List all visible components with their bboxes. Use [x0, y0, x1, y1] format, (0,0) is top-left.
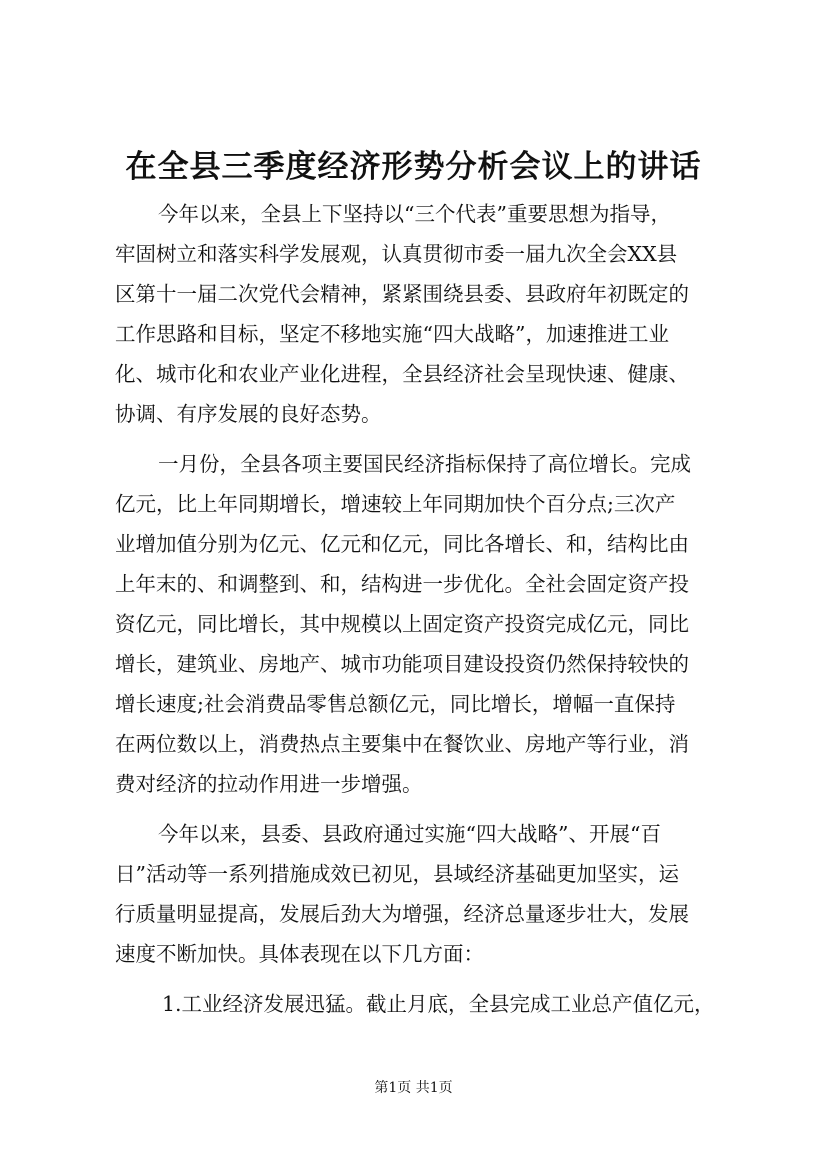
- paragraph-1-line-6: 协调、有序发展的良好态势。: [115, 402, 382, 426]
- paragraph-1-line-1: 今年以来，全县上下坚持以“三个代表”重要思想为指导，: [158, 202, 671, 226]
- paragraph-4-line-1: 1.工业经济发展迅猛。截止月底，全县完成工业总产值亿元，: [162, 992, 715, 1016]
- paragraph-3-line-3: 行质量明显提高，发展后劲大为增强，经济总量逐步壮大，发展: [115, 902, 689, 926]
- paragraph-2-line-5: 资亿元，同比增长，其中规模以上固定资产投资完成亿元，同比: [115, 612, 689, 636]
- paragraph-2-line-7: 增长速度;社会消费品零售总额亿元，同比增长，增幅一直保持: [115, 692, 676, 716]
- paragraph-3-line-2: 日”活动等一系列措施成效已初见，县域经济基础更加坚实，运: [115, 862, 679, 886]
- paragraph-2-line-4: 上年末的、和调整到、和，结构进一步优化。全社会固定资产投: [115, 572, 689, 596]
- paragraph-2-line-2: 亿元，比上年同期增长，增速较上年同期加快个百分点;三次产: [115, 492, 676, 516]
- paragraph-2-line-3: 业增加值分别为亿元、亿元和亿元，同比各增长、和，结构比由: [115, 532, 689, 556]
- paragraph-2-line-9: 费对经济的拉动作用进一步增强。: [115, 772, 423, 796]
- paragraph-2-line-6: 增长，建筑业、房地产、城市功能项目建设投资仍然保持较快的: [115, 652, 689, 676]
- paragraph-1-line-4: 工作思路和目标，坚定不移地实施“四大战略”，加速推进工业: [115, 322, 669, 346]
- paragraph-3-line-1: 今年以来，县委、县政府通过实施“四大战略”、开展“百: [158, 822, 661, 846]
- paragraph-1-line-3: 区第十一届二次党代会精神，紧紧围绕县委、县政府年初既定的: [115, 282, 689, 306]
- paragraph-1-line-5: 化、城市化和农业产业化进程，全县经济社会呈现快速、健康、: [115, 362, 689, 386]
- page-footer: 第1页 共1页: [374, 1080, 453, 1096]
- paragraph-2-line-1: 一月份，全县各项主要国民经济指标保持了高位增长。完成: [158, 452, 691, 476]
- paragraph-1-line-2: 牢固树立和落实科学发展观，认真贯彻市委一届九次全会XX县: [115, 242, 678, 266]
- paragraph-3-line-4: 速度不断加快。具体表现在以下几方面：: [115, 942, 484, 966]
- document-title: 在全县三季度经济形势分析会议上的讲话: [125, 149, 702, 185]
- paragraph-2-line-8: 在两位数以上，消费热点主要集中在餐饮业、房地产等行业，消: [115, 732, 689, 756]
